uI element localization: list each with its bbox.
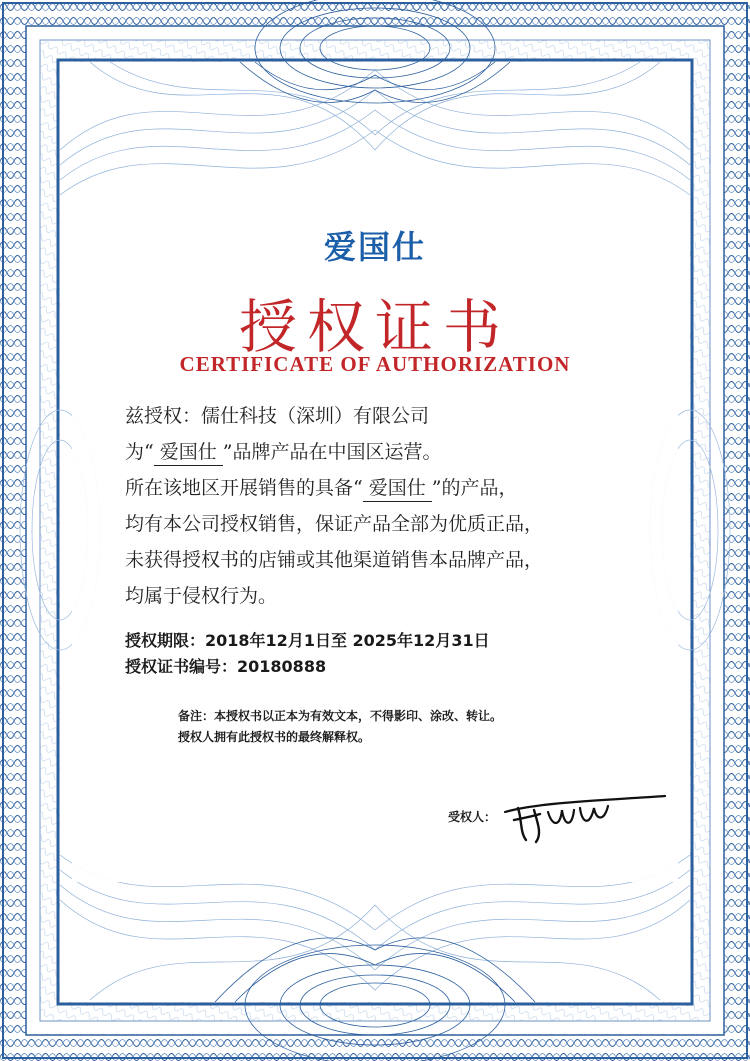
signer-label: 受权人： [448, 810, 497, 824]
period-value: 2018年12月1日至 2025年12月31日 [205, 631, 490, 650]
period-label: 授权期限： [125, 631, 206, 650]
brand-title: 爱国仕 [323, 228, 426, 266]
brand-underlined: 爱国仕 [363, 475, 432, 502]
note-line-2: 授权人拥有此授权书的最终解释权。 [178, 730, 371, 744]
authorization-line-3 [125, 470, 645, 506]
authorization-line-2 [125, 434, 645, 470]
certificate-note [178, 706, 502, 748]
certificate-number [125, 654, 490, 680]
quote-prefix: 为“ [125, 441, 154, 463]
authorization-line-6: 均属于侵权行为。 [125, 585, 278, 607]
authorization-line-1: 兹授权：儒仕科技（深圳）有限公司 [125, 405, 430, 427]
handwritten-signature [500, 790, 675, 848]
number-label: 授权证书编号： [125, 657, 238, 676]
certificate-info [125, 628, 490, 680]
authorization-line-4: 均有本公司授权销售，保证产品全部为优质正品， [125, 513, 544, 535]
authorization-text [125, 398, 645, 614]
authorization-line-5: 未获得授权书的店铺或其他渠道销售本品牌产品， [125, 549, 544, 571]
note-line-1: 备注：本授权书以正本为有效文本，不得影印、涂改、转让。 [178, 709, 503, 723]
certificate-title: 授权证书 [238, 293, 511, 361]
authorization-period [125, 628, 490, 654]
certificate-subtitle: CERTIFICATE OF AUTHORIZATION [179, 352, 571, 376]
quote-prefix: 所在该地区开展销售的具备“ [125, 477, 363, 499]
quote-suffix: ”的产品， [431, 477, 518, 499]
brand-underlined: 爱国仕 [154, 439, 223, 466]
quote-suffix: ”品牌产品在中国区运营。 [222, 441, 442, 463]
number-value: 20180888 [237, 657, 327, 676]
